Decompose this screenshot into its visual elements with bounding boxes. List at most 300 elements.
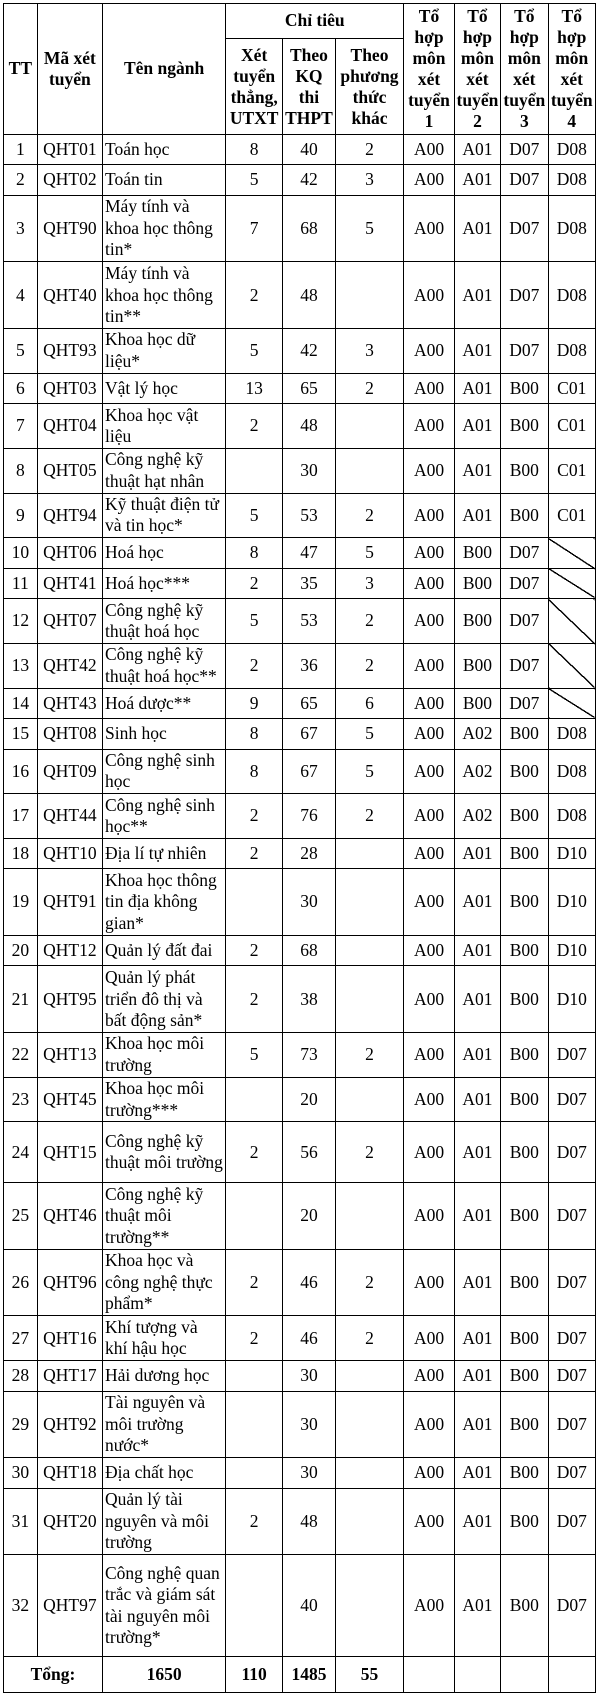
cell-to-hop-2: A01 <box>454 262 500 329</box>
cell-theo-kq: 65 <box>283 373 336 403</box>
cell-to-hop-2: B00 <box>454 538 500 568</box>
cell-ten-nganh: Công nghệ kỹ thuật hạt nhân <box>103 448 226 493</box>
cell-to-hop-4: D08 <box>548 719 595 749</box>
cell-xet-tuyen-thang <box>226 448 283 493</box>
cell-to-hop-2: A01 <box>454 135 500 165</box>
table-body <box>4 135 596 1657</box>
cell-to-hop-2: A01 <box>454 1077 500 1122</box>
cell-to-hop-1: A00 <box>404 1488 455 1555</box>
cell-to-hop-2: A01 <box>454 1249 500 1316</box>
header-to-hop-2: Tổ hợp môn xét tuyển 2 <box>454 4 500 135</box>
cell-xet-tuyen-thang: 7 <box>226 195 283 262</box>
cell-ma-xet-tuyen: QHT04 <box>37 404 102 449</box>
cell-to-hop-2: A01 <box>454 936 500 966</box>
cell-theo-kq: 48 <box>283 1488 336 1555</box>
cell-to-hop-1: A00 <box>404 1555 455 1657</box>
table-row <box>4 1077 596 1122</box>
cell-tt: 21 <box>4 966 38 1033</box>
header-xet-tuyen-thang: Xét tuyển thẳng, UTXT <box>226 39 283 135</box>
cell-tt: 8 <box>4 448 38 493</box>
cell-tt: 2 <box>4 165 38 195</box>
cell-tt: 15 <box>4 719 38 749</box>
cell-theo-pt: 3 <box>335 329 403 374</box>
cell-theo-kq: 46 <box>283 1316 336 1361</box>
cell-xet-tuyen-thang: 2 <box>226 936 283 966</box>
cell-to-hop-1: A00 <box>404 165 455 195</box>
cell-ten-nganh: Khoa học môi trường <box>103 1033 226 1078</box>
cell-ten-nganh: Sinh học <box>103 719 226 749</box>
cell-theo-kq: 68 <box>283 936 336 966</box>
cell-to-hop-4: D08 <box>548 262 595 329</box>
cell-to-hop-4-empty-slash <box>548 599 595 644</box>
cell-to-hop-3: B00 <box>501 1555 548 1657</box>
table-row <box>4 1488 596 1555</box>
cell-tt: 24 <box>4 1122 38 1183</box>
cell-to-hop-1: A00 <box>404 195 455 262</box>
cell-to-hop-3: D07 <box>501 643 548 688</box>
table-row <box>4 719 596 749</box>
cell-to-hop-3: B00 <box>501 794 548 839</box>
cell-xet-tuyen-thang: 2 <box>226 1249 283 1316</box>
cell-theo-kq: 46 <box>283 1249 336 1316</box>
cell-tt: 4 <box>4 262 38 329</box>
cell-theo-pt <box>335 966 403 1033</box>
cell-theo-kq: 68 <box>283 195 336 262</box>
cell-theo-pt: 2 <box>335 1316 403 1361</box>
cell-to-hop-1: A00 <box>404 1458 455 1488</box>
cell-theo-kq: 56 <box>283 1122 336 1183</box>
cell-to-hop-2: B00 <box>454 568 500 598</box>
cell-to-hop-4: D08 <box>548 165 595 195</box>
table-row <box>4 135 596 165</box>
cell-xet-tuyen-thang: 2 <box>226 839 283 869</box>
cell-xet-tuyen-thang <box>226 1391 283 1458</box>
cell-theo-pt: 6 <box>335 688 403 718</box>
header-theo-phuong-thuc-khac: Theo phương thức khác <box>335 39 403 135</box>
cell-to-hop-4: D10 <box>548 966 595 1033</box>
cell-to-hop-4: C01 <box>548 448 595 493</box>
cell-ma-xet-tuyen: QHT12 <box>37 936 102 966</box>
cell-theo-kq: 73 <box>283 1033 336 1078</box>
cell-xet-tuyen-thang <box>226 1458 283 1488</box>
cell-xet-tuyen-thang: 5 <box>226 599 283 644</box>
cell-to-hop-3: B00 <box>501 839 548 869</box>
cell-theo-kq: 76 <box>283 794 336 839</box>
cell-xet-tuyen-thang: 8 <box>226 719 283 749</box>
cell-ten-nganh: Hoá dược** <box>103 688 226 718</box>
cell-to-hop-3: B00 <box>501 493 548 538</box>
cell-ten-nganh: Khoa học dữ liệu* <box>103 329 226 374</box>
cell-tt: 28 <box>4 1361 38 1391</box>
cell-ten-nganh: Địa lí tự nhiên <box>103 839 226 869</box>
cell-theo-kq: 65 <box>283 688 336 718</box>
cell-ma-xet-tuyen: QHT02 <box>37 165 102 195</box>
cell-to-hop-2: B00 <box>454 688 500 718</box>
cell-xet-tuyen-thang <box>226 1361 283 1391</box>
cell-tt: 19 <box>4 869 38 936</box>
cell-ten-nganh: Tài nguyên và môi trường nước* <box>103 1391 226 1458</box>
cell-tt: 22 <box>4 1033 38 1078</box>
cell-to-hop-1: A00 <box>404 404 455 449</box>
cell-to-hop-1: A00 <box>404 1361 455 1391</box>
header-ten-nganh: Tên ngành <box>103 4 226 135</box>
cell-to-hop-4: D08 <box>548 749 595 794</box>
cell-theo-pt: 2 <box>335 493 403 538</box>
cell-xet-tuyen-thang: 5 <box>226 493 283 538</box>
cell-theo-pt <box>335 1458 403 1488</box>
cell-to-hop-2: A01 <box>454 1316 500 1361</box>
cell-to-hop-2: A02 <box>454 719 500 749</box>
cell-to-hop-4: D08 <box>548 195 595 262</box>
cell-to-hop-4-empty-slash <box>548 643 595 688</box>
cell-tt: 9 <box>4 493 38 538</box>
cell-theo-kq: 35 <box>283 568 336 598</box>
cell-theo-pt <box>335 1077 403 1122</box>
table-row <box>4 749 596 794</box>
cell-to-hop-4: D07 <box>548 1077 595 1122</box>
cell-to-hop-3: D07 <box>501 599 548 644</box>
cell-theo-kq: 53 <box>283 599 336 644</box>
cell-theo-kq: 36 <box>283 643 336 688</box>
cell-to-hop-3: B00 <box>501 1249 548 1316</box>
cell-ma-xet-tuyen: QHT07 <box>37 599 102 644</box>
header-to-hop-1: Tổ hợp môn xét tuyển 1 <box>404 4 455 135</box>
cell-to-hop-1: A00 <box>404 1249 455 1316</box>
cell-to-hop-4: D07 <box>548 1316 595 1361</box>
cell-to-hop-2: A01 <box>454 839 500 869</box>
cell-to-hop-1: A00 <box>404 373 455 403</box>
table-row <box>4 538 596 568</box>
header-to-hop-4: Tổ hợp môn xét tuyển 4 <box>548 4 595 135</box>
cell-ma-xet-tuyen: QHT18 <box>37 1458 102 1488</box>
header-theo-kq-thpt: Theo KQ thi THPT <box>283 39 336 135</box>
cell-xet-tuyen-thang <box>226 869 283 936</box>
cell-to-hop-4: C01 <box>548 493 595 538</box>
cell-xet-tuyen-thang: 2 <box>226 643 283 688</box>
cell-theo-pt <box>335 262 403 329</box>
cell-to-hop-4-empty-slash <box>548 538 595 568</box>
cell-ten-nganh: Khoa học vật liệu <box>103 404 226 449</box>
cell-to-hop-4: D10 <box>548 869 595 936</box>
header-to-hop-3: Tổ hợp môn xét tuyển 3 <box>501 4 548 135</box>
cell-to-hop-3: D07 <box>501 135 548 165</box>
cell-theo-pt <box>335 839 403 869</box>
cell-to-hop-3: D07 <box>501 165 548 195</box>
cell-ma-xet-tuyen: QHT17 <box>37 1361 102 1391</box>
cell-to-hop-4: D08 <box>548 135 595 165</box>
cell-to-hop-1: A00 <box>404 966 455 1033</box>
cell-theo-kq: 67 <box>283 719 336 749</box>
cell-to-hop-2: A01 <box>454 1361 500 1391</box>
cell-to-hop-3: B00 <box>501 1391 548 1458</box>
cell-to-hop-2: A01 <box>454 329 500 374</box>
cell-tt: 7 <box>4 404 38 449</box>
cell-theo-pt: 2 <box>335 1249 403 1316</box>
cell-to-hop-1: A00 <box>404 538 455 568</box>
cell-theo-pt: 2 <box>335 1033 403 1078</box>
cell-tt: 3 <box>4 195 38 262</box>
cell-xet-tuyen-thang: 13 <box>226 373 283 403</box>
cell-theo-kq: 20 <box>283 1077 336 1122</box>
table-row <box>4 165 596 195</box>
cell-ten-nganh: Khí tượng và khí hậu học <box>103 1316 226 1361</box>
cell-ten-nganh: Khoa học thông tin địa không gian* <box>103 869 226 936</box>
cell-xet-tuyen-thang: 5 <box>226 165 283 195</box>
cell-ma-xet-tuyen: QHT97 <box>37 1555 102 1657</box>
cell-to-hop-3: B00 <box>501 1122 548 1183</box>
cell-to-hop-1: A00 <box>404 1122 455 1183</box>
cell-theo-pt <box>335 1488 403 1555</box>
cell-ten-nganh: Máy tính và khoa học thông tin** <box>103 262 226 329</box>
cell-xet-tuyen-thang: 2 <box>226 1488 283 1555</box>
table-row <box>4 1033 596 1078</box>
cell-tt: 27 <box>4 1316 38 1361</box>
cell-ma-xet-tuyen: QHT10 <box>37 839 102 869</box>
cell-ten-nganh: Quản lý đất đai <box>103 936 226 966</box>
table-row <box>4 329 596 374</box>
cell-to-hop-3: D07 <box>501 568 548 598</box>
cell-theo-kq: 42 <box>283 329 336 374</box>
cell-theo-pt: 2 <box>335 794 403 839</box>
cell-tt: 5 <box>4 329 38 374</box>
admission-quota-table <box>3 3 596 1693</box>
cell-to-hop-3: B00 <box>501 1458 548 1488</box>
cell-ma-xet-tuyen: QHT01 <box>37 135 102 165</box>
cell-xet-tuyen-thang: 2 <box>226 966 283 1033</box>
cell-to-hop-4: D07 <box>548 1033 595 1078</box>
cell-ma-xet-tuyen: QHT13 <box>37 1033 102 1078</box>
cell-xet-tuyen-thang: 5 <box>226 329 283 374</box>
cell-tt: 17 <box>4 794 38 839</box>
cell-to-hop-3: B00 <box>501 966 548 1033</box>
cell-theo-pt: 5 <box>335 749 403 794</box>
cell-to-hop-3: D07 <box>501 262 548 329</box>
cell-ma-xet-tuyen: QHT91 <box>37 869 102 936</box>
total-theo-kq: 1485 <box>283 1657 336 1693</box>
cell-to-hop-1: A00 <box>404 749 455 794</box>
cell-to-hop-2: A01 <box>454 1488 500 1555</box>
cell-to-hop-2: A01 <box>454 1458 500 1488</box>
cell-ten-nganh: Khoa học môi trường*** <box>103 1077 226 1122</box>
cell-to-hop-1: A00 <box>404 869 455 936</box>
cell-to-hop-3: B00 <box>501 936 548 966</box>
cell-to-hop-1: A00 <box>404 262 455 329</box>
table-row <box>4 1183 596 1250</box>
cell-to-hop-1: A00 <box>404 135 455 165</box>
cell-to-hop-2: A01 <box>454 869 500 936</box>
cell-theo-kq: 30 <box>283 1391 336 1458</box>
cell-tt: 6 <box>4 373 38 403</box>
cell-xet-tuyen-thang <box>226 1077 283 1122</box>
cell-to-hop-2: A01 <box>454 448 500 493</box>
cell-to-hop-1: A00 <box>404 1077 455 1122</box>
cell-to-hop-2: A01 <box>454 966 500 1033</box>
cell-ma-xet-tuyen: QHT05 <box>37 448 102 493</box>
cell-to-hop-4: D10 <box>548 839 595 869</box>
table-row <box>4 688 596 718</box>
cell-ten-nganh: Vật lý học <box>103 373 226 403</box>
cell-ma-xet-tuyen: QHT20 <box>37 1488 102 1555</box>
total-xet-tuyen-thang: 110 <box>226 1657 283 1693</box>
cell-tt: 1 <box>4 135 38 165</box>
cell-tt: 29 <box>4 1391 38 1458</box>
table-row <box>4 195 596 262</box>
cell-to-hop-4: D08 <box>548 329 595 374</box>
table-row <box>4 1122 596 1183</box>
cell-theo-pt: 2 <box>335 599 403 644</box>
cell-xet-tuyen-thang: 8 <box>226 749 283 794</box>
cell-theo-kq: 30 <box>283 869 336 936</box>
table-row <box>4 404 596 449</box>
cell-to-hop-1: A00 <box>404 568 455 598</box>
cell-theo-pt: 3 <box>335 568 403 598</box>
cell-to-hop-1: A00 <box>404 329 455 374</box>
cell-tt: 26 <box>4 1249 38 1316</box>
cell-tt: 31 <box>4 1488 38 1555</box>
cell-ma-xet-tuyen: QHT95 <box>37 966 102 1033</box>
cell-to-hop-2: A01 <box>454 1033 500 1078</box>
cell-tt: 11 <box>4 568 38 598</box>
cell-theo-pt: 2 <box>335 373 403 403</box>
cell-to-hop-1: A00 <box>404 448 455 493</box>
cell-theo-pt: 5 <box>335 719 403 749</box>
cell-ma-xet-tuyen: QHT06 <box>37 538 102 568</box>
cell-theo-kq: 30 <box>283 448 336 493</box>
cell-to-hop-3: B00 <box>501 1183 548 1250</box>
cell-tt: 23 <box>4 1077 38 1122</box>
cell-theo-pt <box>335 448 403 493</box>
total-empty-4 <box>548 1657 595 1693</box>
cell-to-hop-3: B00 <box>501 1033 548 1078</box>
cell-to-hop-2: B00 <box>454 643 500 688</box>
cell-theo-kq: 30 <box>283 1458 336 1488</box>
cell-ten-nganh: Hoá học <box>103 538 226 568</box>
cell-ten-nganh: Địa chất học <box>103 1458 226 1488</box>
cell-to-hop-2: A01 <box>454 1122 500 1183</box>
cell-to-hop-3: D07 <box>501 329 548 374</box>
cell-theo-pt: 3 <box>335 165 403 195</box>
total-empty-2 <box>454 1657 500 1693</box>
cell-to-hop-3: B00 <box>501 373 548 403</box>
cell-theo-kq: 48 <box>283 262 336 329</box>
cell-to-hop-2: A01 <box>454 1183 500 1250</box>
cell-tt: 12 <box>4 599 38 644</box>
cell-theo-pt <box>335 1183 403 1250</box>
cell-theo-kq: 67 <box>283 749 336 794</box>
cell-xet-tuyen-thang: 2 <box>226 404 283 449</box>
cell-ma-xet-tuyen: QHT08 <box>37 719 102 749</box>
cell-xet-tuyen-thang <box>226 1555 283 1657</box>
cell-ten-nganh: Quản lý tài nguyên và môi trường <box>103 1488 226 1555</box>
cell-tt: 32 <box>4 1555 38 1657</box>
table-row <box>4 448 596 493</box>
cell-to-hop-3: B00 <box>501 869 548 936</box>
cell-ma-xet-tuyen: QHT45 <box>37 1077 102 1122</box>
header-chi-tieu: Chỉ tiêu <box>226 4 404 39</box>
cell-theo-pt <box>335 1555 403 1657</box>
cell-theo-pt <box>335 869 403 936</box>
total-empty-1 <box>404 1657 455 1693</box>
cell-ten-nganh: Toán học <box>103 135 226 165</box>
cell-to-hop-4: D07 <box>548 1391 595 1458</box>
cell-ma-xet-tuyen: QHT93 <box>37 329 102 374</box>
cell-ma-xet-tuyen: QHT43 <box>37 688 102 718</box>
cell-to-hop-3: B00 <box>501 1361 548 1391</box>
cell-xet-tuyen-thang: 2 <box>226 568 283 598</box>
cell-ten-nganh: Công nghệ kỹ thuật hoá học** <box>103 643 226 688</box>
cell-ten-nganh: Toán tin <box>103 165 226 195</box>
cell-ma-xet-tuyen: QHT40 <box>37 262 102 329</box>
cell-theo-kq: 48 <box>283 404 336 449</box>
cell-to-hop-1: A00 <box>404 1033 455 1078</box>
cell-to-hop-3: B00 <box>501 1488 548 1555</box>
cell-xet-tuyen-thang: 5 <box>226 1033 283 1078</box>
cell-theo-kq: 40 <box>283 1555 336 1657</box>
table-row <box>4 869 596 936</box>
cell-to-hop-4: D08 <box>548 794 595 839</box>
cell-ten-nganh: Hoá học*** <box>103 568 226 598</box>
cell-ma-xet-tuyen: QHT46 <box>37 1183 102 1250</box>
table-row <box>4 373 596 403</box>
cell-to-hop-2: A01 <box>454 1391 500 1458</box>
cell-to-hop-4: D10 <box>548 936 595 966</box>
cell-to-hop-4: D07 <box>548 1183 595 1250</box>
cell-ten-nganh: Kỹ thuật điện tử và tin học* <box>103 493 226 538</box>
table-row <box>4 1249 596 1316</box>
cell-theo-pt <box>335 1361 403 1391</box>
cell-to-hop-1: A00 <box>404 794 455 839</box>
total-all: 1650 <box>103 1657 226 1693</box>
table-row <box>4 643 596 688</box>
cell-ten-nganh: Công nghệ sinh học <box>103 749 226 794</box>
table-row <box>4 599 596 644</box>
table-row <box>4 839 596 869</box>
cell-to-hop-2: A01 <box>454 1555 500 1657</box>
cell-to-hop-1: A00 <box>404 839 455 869</box>
cell-to-hop-1: A00 <box>404 936 455 966</box>
cell-xet-tuyen-thang: 9 <box>226 688 283 718</box>
cell-ten-nganh: Máy tính và khoa học thông tin* <box>103 195 226 262</box>
cell-to-hop-4: C01 <box>548 373 595 403</box>
cell-theo-kq: 53 <box>283 493 336 538</box>
cell-theo-pt: 2 <box>335 1122 403 1183</box>
cell-to-hop-4-empty-slash <box>548 688 595 718</box>
table-row <box>4 966 596 1033</box>
header-tt: TT <box>4 4 38 135</box>
cell-to-hop-4: D07 <box>548 1555 595 1657</box>
cell-to-hop-1: A00 <box>404 1391 455 1458</box>
cell-ma-xet-tuyen: QHT15 <box>37 1122 102 1183</box>
cell-to-hop-3: B00 <box>501 404 548 449</box>
cell-xet-tuyen-thang: 2 <box>226 1316 283 1361</box>
cell-ten-nganh: Khoa học và công nghệ thực phẩm* <box>103 1249 226 1316</box>
cell-theo-pt: 5 <box>335 538 403 568</box>
cell-theo-kq: 28 <box>283 839 336 869</box>
cell-theo-kq: 42 <box>283 165 336 195</box>
cell-to-hop-4: D07 <box>548 1249 595 1316</box>
cell-to-hop-3: D07 <box>501 195 548 262</box>
cell-to-hop-4: D07 <box>548 1361 595 1391</box>
cell-ma-xet-tuyen: QHT16 <box>37 1316 102 1361</box>
cell-to-hop-3: D07 <box>501 688 548 718</box>
cell-theo-kq: 30 <box>283 1361 336 1391</box>
cell-to-hop-4: C01 <box>548 404 595 449</box>
table-row <box>4 794 596 839</box>
cell-ma-xet-tuyen: QHT94 <box>37 493 102 538</box>
cell-to-hop-1: A00 <box>404 493 455 538</box>
cell-to-hop-1: A00 <box>404 599 455 644</box>
cell-xet-tuyen-thang: 2 <box>226 1122 283 1183</box>
